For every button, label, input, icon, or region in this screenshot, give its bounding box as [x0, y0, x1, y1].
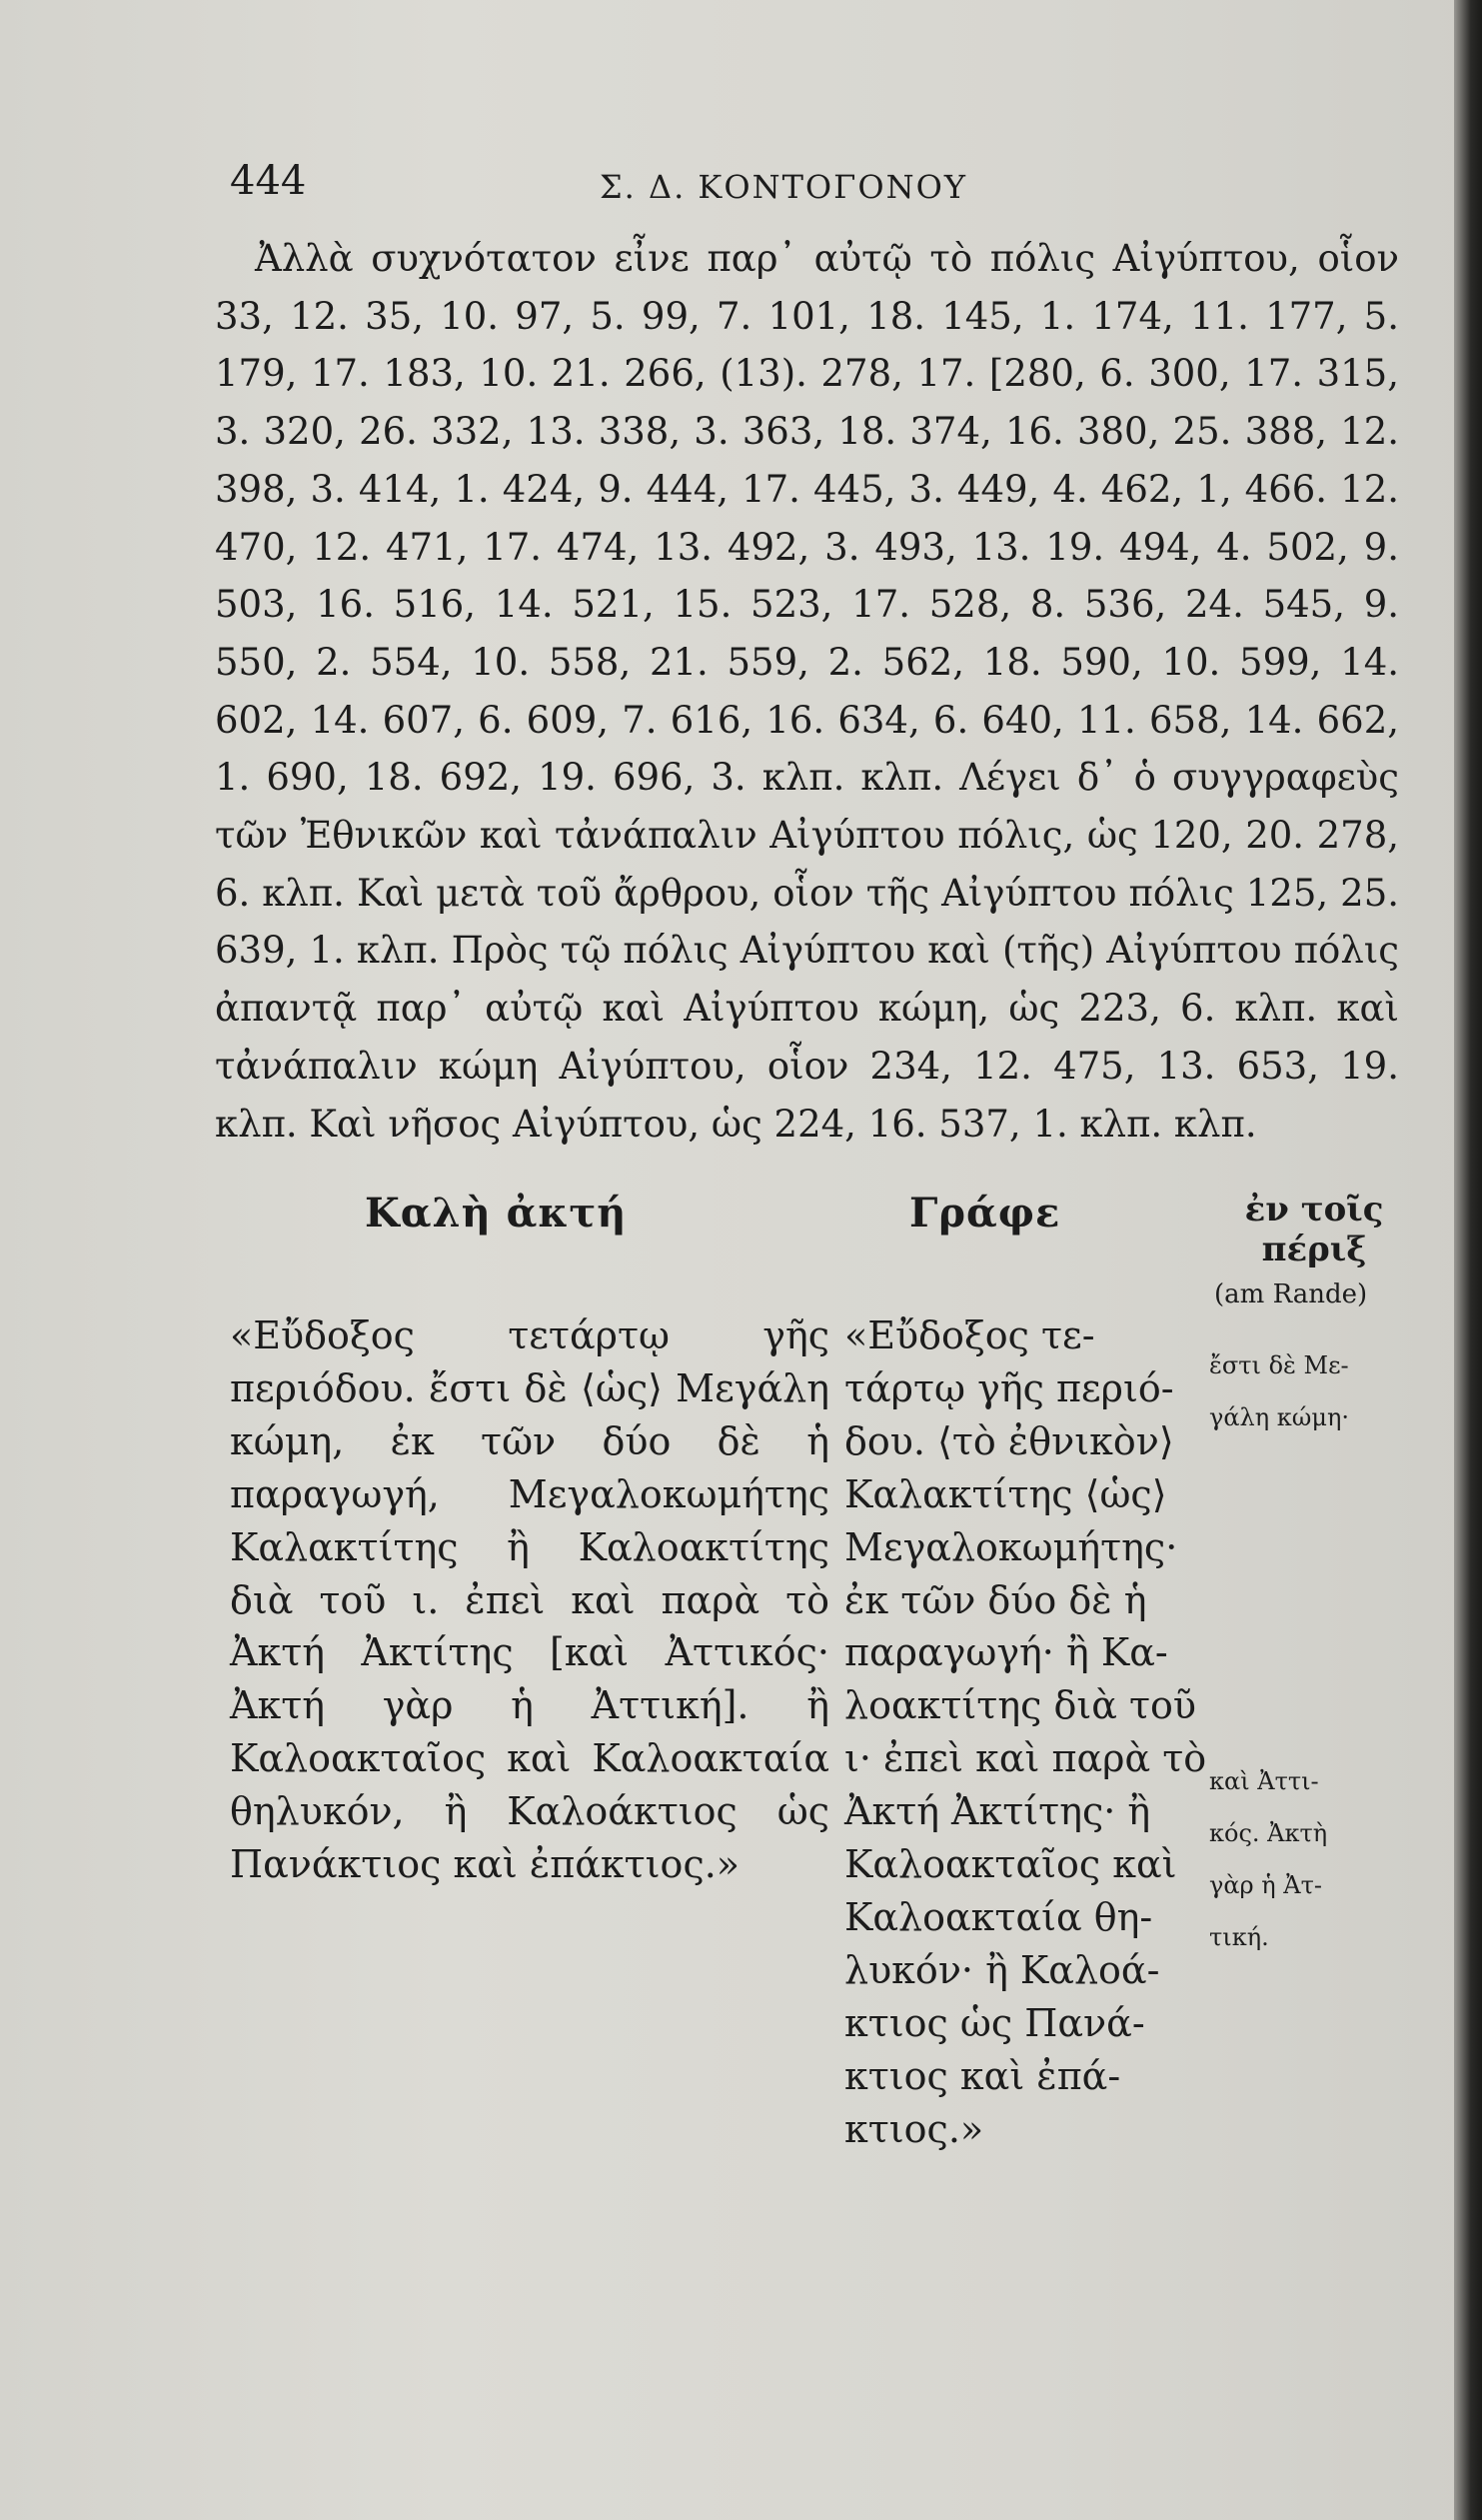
corrected-line: λοακτίτης διὰ τοῦ [844, 1683, 1196, 1728]
corrected-line: Μεγαλοκωμήτης· [844, 1524, 1178, 1569]
marginal-line: γάλη κώμη· [1209, 1403, 1349, 1431]
corrected-line: Ἀκτή Ἀκτίτης· ἢ [844, 1789, 1151, 1834]
corrected-line: Καλοακταία θη- [844, 1894, 1153, 1939]
page-number: 444 [230, 158, 307, 204]
corrected-line: τάρτῳ γῆς περιό- [844, 1365, 1174, 1410]
heading-kale-akte: Καλὴ ἀκτή [365, 1190, 628, 1237]
heading-line-1: ἐν τοῖς [1244, 1190, 1384, 1230]
corrected-line: κτιος ὡς Πανά- [844, 2000, 1145, 2045]
marginal-line: ἔστι δὲ Με- [1209, 1351, 1349, 1379]
corrected-line: Καλακτίτης ⟨ὡς⟩ [844, 1471, 1167, 1516]
column-corrected-text [844, 1309, 1209, 2156]
corrected-line: «Εὔδοξος τε- [844, 1313, 1095, 1357]
column-marginal-notes [1209, 1339, 1409, 1963]
marginal-line: κός. Ἀκτὴ [1209, 1819, 1328, 1847]
corrected-line: ἐκ τῶν δύο δὲ ἡ [844, 1577, 1147, 1622]
corrected-line: δου. ⟨τὸ ἐθνικὸν⟩ [844, 1418, 1174, 1463]
corrected-line: ι· ἐπεὶ καὶ παρὰ τὸ [844, 1736, 1207, 1781]
corrected-line: λυκόν· ἢ Καλοά- [844, 1947, 1160, 1992]
spacer [1209, 1547, 1409, 1651]
original-text: «Εὔδοξος τετάρτῳ γῆς περιόδου. ἔστι δὲ ⟨ὡς⟩ Μεγάλη κώμη, ἐκ τῶν δύο δὲ ἡ παραγωγή, Μεγαλοκωμήτης Καλακτίτης ἢ Καλοακτίτης διὰ τοῦ ι. ἐπεὶ καὶ παρὰ τὸ Ἀκτή Ἀκτίτης [καὶ Ἀττικός· Ἀκτή γὰρ ἡ Ἀττική]. ἢ Καλοακταῖος καὶ Καλοακταία θηλυκόν, ἢ Καλοάκτιος ὡς Πανάκτιος καὶ ἐπάκτιος.» [230, 1313, 829, 1887]
column-original-text [230, 1309, 829, 1891]
margin-note: (am Rande) [1214, 1279, 1368, 1309]
spacer [1209, 1651, 1409, 1755]
heading-line-2: πέριξ [1261, 1230, 1367, 1269]
marginal-line: γὰρ ἡ Ἀτ- [1209, 1871, 1323, 1899]
corrected-line: παραγωγή· ἢ Κα- [844, 1630, 1168, 1675]
marginal-line: καὶ Ἀττι- [1209, 1767, 1319, 1795]
heading-en-tois-perix [1224, 1190, 1404, 1269]
marginal-line: τική. [1209, 1923, 1269, 1951]
heading-graphe: Γράφε [909, 1190, 1061, 1237]
corrected-line: κτιος.» [844, 2106, 984, 2151]
page-header [230, 158, 1409, 218]
intro-paragraph: Ἀλλὰ συχνότατον εἶνε παρ᾽ αὐτῷ τὸ πόλις Αἰγύπτου, οἷον 33, 12. 35, 10. 97, 5. 99, 7. 101, 18. 145, 1. 174, 11. 177, 5. 179, 17. 183, 10. 21. 266, (13). 278, 17. [280, 6. 300, 17. 315, 3. 320, 26. 332, 13. 338, 3. 363, 18. 374, 16. 380, 25. 388, 12. 398, 3. 414, 1. 424, 9. 444, 17. 445, 3. 449, 4. 462, 1, 466. 12. 470, 12. 471, 17. 474, 13. 492, 3. 493, 13. 19. 494, 4. 502, 9. 503, 16. 516, 14. 521, 15. 523, 17. 528, 8. 536, 24. 545, 9. 550, 2. 554, 10. 558, 21. 559, 2. 562, 18. 590, 10. 599, 14. 602, 14. 607, 6. 609, 7. 616, 16. 634, 6. 640, 11. 658, 14. 662, 1. 690, 18. 692, 19. 696, 3. κλπ. κλπ. Λέγει δ᾽ ὁ συγγραφεὺς τῶν Ἐθνικῶν καὶ τἀνάπαλιν Αἰγύπτου πόλις, ὡς 120, 20. 278, 6. κλπ. Καὶ μετὰ τοῦ ἄρθρου, οἷον τῆς Αἰγύπτου πόλις 125, 25. 639, 1. κλπ. Πρὸς τῷ πόλις Αἰγύπτου καὶ (τῆς) Αἰγύπτου πόλις ἀπαντᾷ παρ᾽ αὐτῷ καὶ Αἰγύπτου κώμη, ὡς 223, 6. κλπ. καὶ τἀνάπαλιν κώμη Αἰγύπτου, οἷον 234, 12. 475, 13. 653, 19. κλπ. Καὶ νῆσος Αἰγύπτου, ὡς 224, 16. 537, 1. κλπ. κλπ. [215, 237, 1399, 1146]
corrected-line: κτιος καὶ ἐπά- [844, 2053, 1121, 2098]
spacer [1209, 1443, 1409, 1547]
corrected-line: Καλοακταῖος καὶ [844, 1842, 1177, 1887]
intro-paragraph-block [215, 230, 1399, 1153]
running-head: Σ. Δ. ΚΟΝΤΟΓΟΝΟΥ [600, 168, 967, 206]
